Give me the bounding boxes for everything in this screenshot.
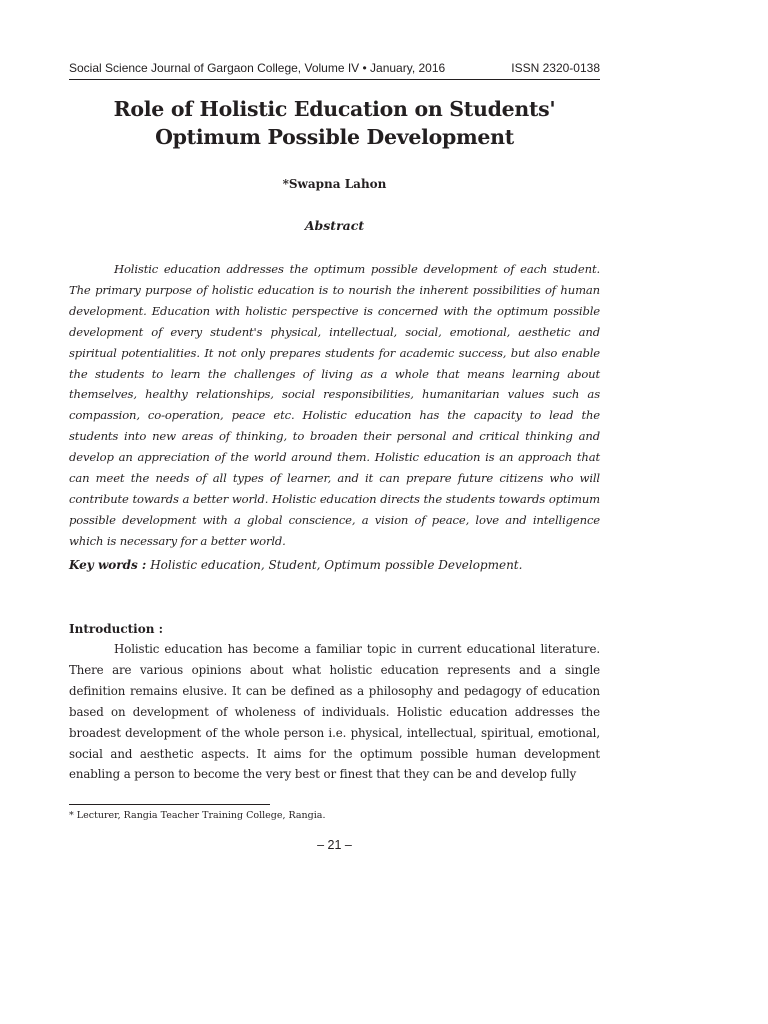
title-line-2: Optimum Possible Development	[155, 125, 514, 149]
keywords-line	[69, 556, 600, 574]
header-rule	[69, 79, 600, 80]
footnote: * Lecturer, Rangia Teacher Training College, Rangia.	[69, 810, 326, 821]
page-number: – 21 –	[317, 838, 352, 852]
title-line-1: Role of Holistic Education on Students'	[113, 97, 556, 121]
introduction-body: Holistic education has become a familiar topic in current educational literature. There are various opinions about what holistic education represents and a single definition remains elusive. It can be defined as a philosophy and pedagogy of education based on development of wholeness of individuals. Holistic education addresses the broadest development of the whole person i.e. physical, intellectual, spiritual, emotional, social and aesthetic aspects. It aims for the optimum possible human development enabling a person to become the very best or finest that they can be and develop fully	[69, 642, 600, 782]
journal-citation: Social Science Journal of Gargaon College, Volume IV • January, 2016	[69, 61, 446, 75]
article-title	[69, 95, 600, 151]
abstract-heading: Abstract	[304, 218, 365, 233]
issn-number: ISSN 2320-0138	[511, 61, 600, 75]
footnote-rule	[69, 804, 270, 805]
keywords-value: Holistic education, Student, Optimum possible Development.	[146, 558, 523, 572]
running-header	[69, 60, 600, 76]
abstract-body: Holistic education addresses the optimum possible development of each student. The primary purpose of holistic education is to nourish the inherent possibilities of human development. Education with holistic perspective is concerned with the optimum possible development of every student's physical, intellectual, social, emotional, aesthetic and spiritual potentialities. It not only prepares students for academic success, but also enable the students to learn the challenges of living as a whole that means learning about themselves, healthy relationships, social responsibilities, humanitarian values such as compassion, co-operation, peace etc. Holistic education has the capacity to lead the students into new areas of thinking, to broaden their personal and critical thinking and develop an appreciation of the world around them. Holistic education is an approach that can meet the needs of all types of learner, and it can prepare future citizens who will contribute towards a better world. Holistic education directs the students towards optimum possible development with a global conscience, a vision of peace, love and intelligence which is necessary for a better world.	[69, 262, 600, 548]
introduction-heading: Introduction :	[69, 622, 164, 636]
author-name: *Swapna Lahon	[282, 177, 387, 191]
keywords-label: Key words :	[69, 558, 147, 572]
